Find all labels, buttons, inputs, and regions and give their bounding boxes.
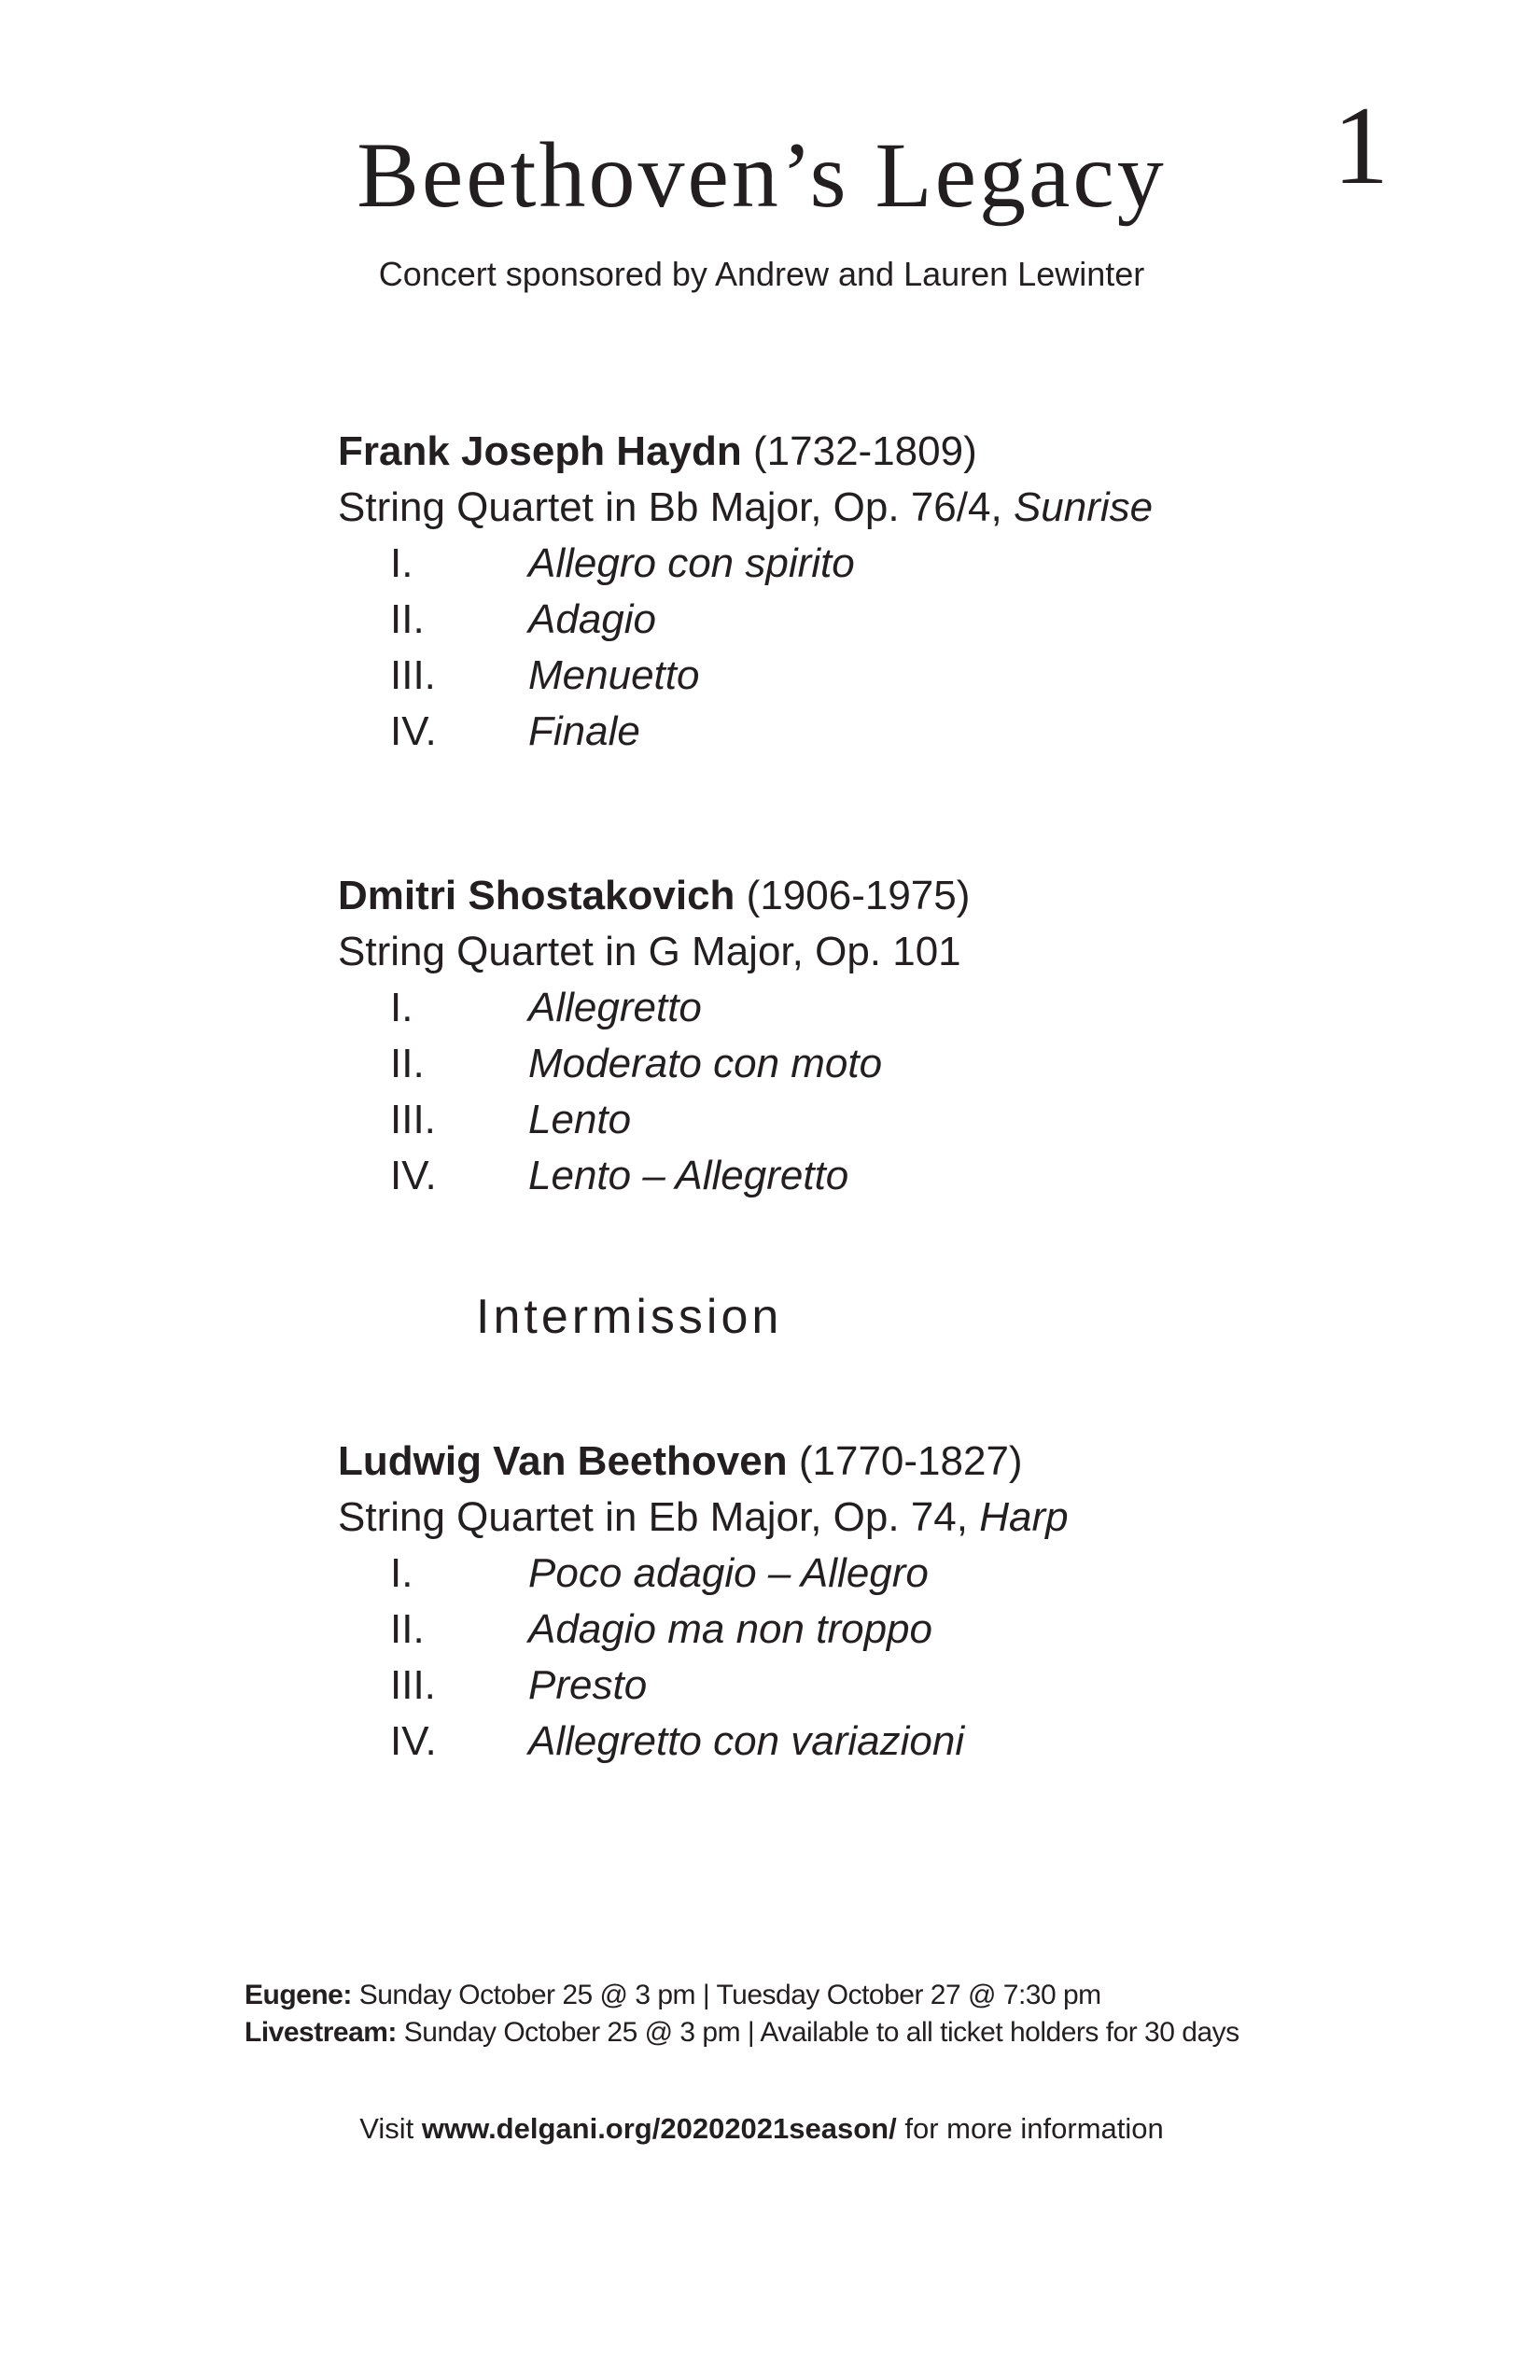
movement-item <box>338 648 1365 704</box>
movement-title: Lento – Allegretto <box>528 1153 849 1198</box>
eugene-text: Sunday October 25 @ 3 pm | Tuesday October 27 @ 7:30 pm <box>358 1980 1101 2010</box>
visit-suffix: for more information <box>904 2112 1164 2145</box>
work-title <box>338 480 1365 536</box>
movement-number: II. <box>390 596 425 642</box>
movement-item <box>338 536 1365 592</box>
movement-item <box>338 1092 1365 1148</box>
movement-number: III. <box>390 652 436 698</box>
movement-number: II. <box>390 1606 425 1652</box>
program-piece-haydn <box>338 424 1365 760</box>
movement-title: Adagio ma non troppo <box>528 1606 932 1652</box>
program-piece-beethoven <box>338 1434 1365 1770</box>
movement-item <box>338 1602 1365 1658</box>
movement-item <box>338 980 1365 1036</box>
movement-title: Presto <box>528 1662 648 1708</box>
movement-item <box>338 1658 1365 1714</box>
movement-title: Allegretto con variazioni <box>528 1718 965 1764</box>
work-title <box>338 1490 1365 1546</box>
movement-title: Moderato con moto <box>528 1041 883 1086</box>
composer-line <box>338 424 1365 480</box>
movement-number: IV. <box>390 1718 437 1764</box>
movement-number: III. <box>390 1662 436 1708</box>
composer-line <box>338 1434 1365 1490</box>
composer-dates: (1732-1809) <box>753 428 977 474</box>
intermission-heading: Intermission <box>476 1290 783 1344</box>
composer-dates: (1906-1975) <box>746 873 971 918</box>
movement-number: III. <box>390 1097 436 1142</box>
performance-dates <box>245 1977 1239 2051</box>
visit-prefix: Visit <box>359 2112 414 2145</box>
work-name: String Quartet in G Major, Op. 101 <box>338 929 961 974</box>
movement-number: IV. <box>390 708 437 754</box>
movement-title: Allegro con spirito <box>528 540 855 586</box>
movement-title: Poco adagio – Allegro <box>528 1550 929 1596</box>
work-name: String Quartet in Eb Major, Op. 74, <box>338 1494 968 1540</box>
composer-dates: (1770-1827) <box>798 1438 1023 1484</box>
work-nickname: Sunrise <box>1013 484 1154 530</box>
movement-item <box>338 592 1365 648</box>
movement-title: Adagio <box>528 596 657 642</box>
website-link[interactable]: www.delgani.org/20202021season/ <box>421 2112 897 2145</box>
movement-item <box>338 1714 1365 1770</box>
movement-item <box>338 1148 1365 1204</box>
eugene-line <box>245 1977 1239 2014</box>
movement-item <box>338 1036 1365 1092</box>
composer-name: Dmitri Shostakovich <box>338 873 735 918</box>
movement-item <box>338 704 1365 760</box>
livestream-line <box>245 2014 1239 2051</box>
work-name: String Quartet in Bb Major, Op. 76/4, <box>338 484 1002 530</box>
movement-title: Lento <box>528 1097 632 1142</box>
page-title: Beethoven’s Legacy <box>357 123 1167 227</box>
movement-title: Menuetto <box>528 652 700 698</box>
livestream-label: Livestream: <box>245 2017 397 2048</box>
composer-name: Ludwig Van Beethoven <box>338 1438 788 1484</box>
movement-title: Allegretto <box>528 985 702 1030</box>
movement-number: I. <box>390 540 413 586</box>
livestream-text: Sunday October 25 @ 3 pm | Available to all ticket holders for 30 days <box>403 2017 1239 2048</box>
visit-line <box>0 2111 1523 2146</box>
movement-number: II. <box>390 1041 425 1086</box>
composer-line <box>338 868 1365 924</box>
work-nickname: Harp <box>979 1494 1069 1540</box>
composer-name: Frank Joseph Haydn <box>338 428 742 474</box>
movement-title: Finale <box>528 708 640 754</box>
page-number: 1 <box>1333 83 1389 207</box>
program-piece-shostakovich <box>338 868 1365 1204</box>
work-title <box>338 924 1365 980</box>
movement-number: I. <box>390 985 413 1030</box>
movement-number: I. <box>390 1550 413 1596</box>
eugene-label: Eugene: <box>245 1980 352 2010</box>
movement-item <box>338 1546 1365 1602</box>
sponsor-line: Concert sponsored by Andrew and Lauren Lewinter <box>378 255 1145 293</box>
movement-number: IV. <box>390 1153 437 1198</box>
